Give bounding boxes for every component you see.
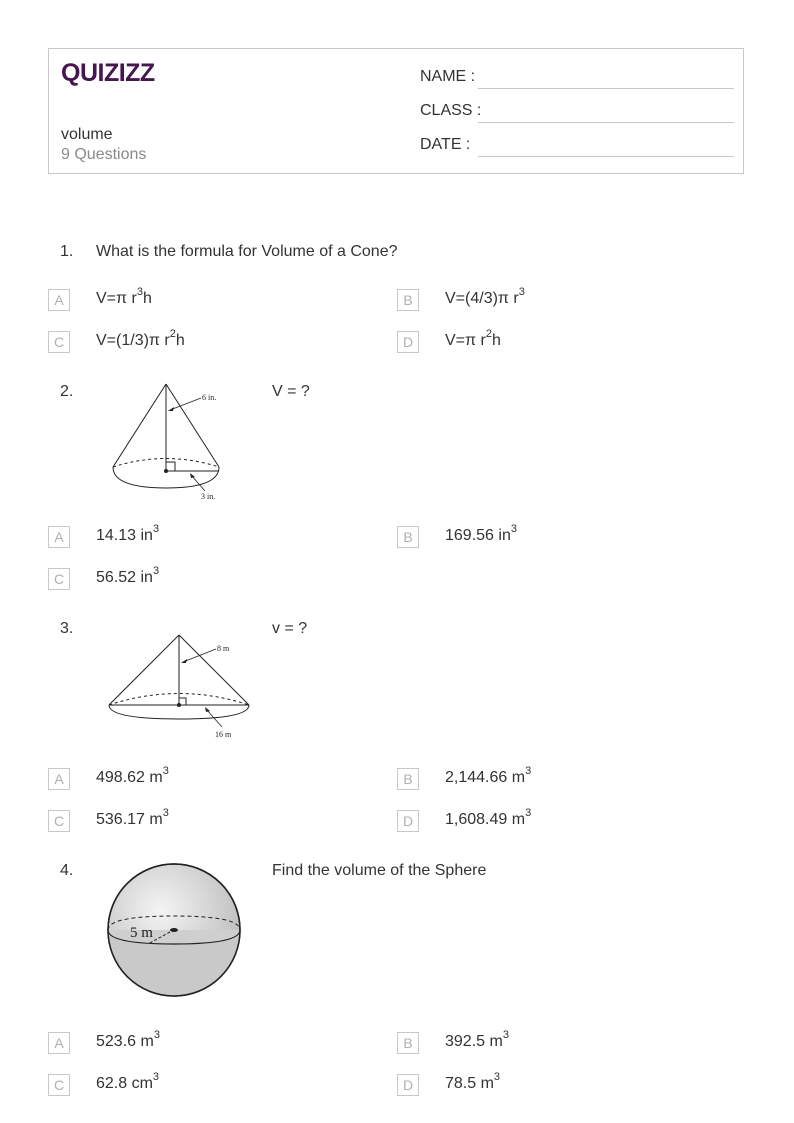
option-letter-box: A (48, 1032, 70, 1054)
class-label: CLASS : (420, 102, 482, 119)
option-text: 392.5 $m^3$ (445, 1028, 509, 1050)
option-text: 62.8 $cm^3$ (96, 1070, 160, 1092)
option-text: V=(1/3)π $r^2h$ (96, 327, 185, 349)
option-letter-box: D (397, 1074, 419, 1096)
cone-figure-1 (100, 378, 240, 506)
option-letter-box: B (397, 289, 419, 311)
question-4-text: Find the volume of the Sphere (272, 862, 487, 879)
option-letter-box: A (48, 768, 70, 790)
date-label: DATE : (420, 136, 471, 153)
option-text: V=π $r^2h$ (445, 327, 501, 349)
option-letter-box: A (48, 289, 70, 311)
option-letter-box: C (48, 1074, 70, 1096)
cone-2-base-label: 16 m (215, 730, 232, 739)
date-line[interactable] (478, 156, 734, 157)
option-letter-box: B (397, 768, 419, 790)
option-letter-box: A (48, 526, 70, 548)
date-field[interactable] (420, 136, 734, 158)
option-letter-box: C (48, 810, 70, 832)
name-line[interactable] (478, 88, 734, 89)
option-text: 536.17 $m^3$ (96, 806, 169, 828)
option-text: 2,144.66 $m^3$ (445, 764, 532, 786)
option-text: 169.56 $in^3$ (445, 522, 517, 544)
option-letter-box: D (397, 331, 419, 353)
option-letter-box: C (48, 331, 70, 353)
question-1-text: What is the formula for Volume of a Cone? (96, 243, 398, 260)
question-1-number: 1. (60, 243, 74, 260)
class-line[interactable] (478, 122, 734, 123)
option-letter-box: C (48, 568, 70, 590)
question-3-number: 3. (60, 620, 74, 637)
sphere-figure (104, 860, 244, 1000)
question-2-text: V = ? (272, 383, 310, 400)
quizizz-logo: QUIZIZZ (61, 59, 155, 87)
name-label: NAME : (420, 68, 476, 85)
option-text: 56.52 $in^3$ (96, 564, 160, 586)
option-text: 1,608.49 $m^3$ (445, 806, 532, 828)
option-text: 498.62 $m^3$ (96, 764, 169, 786)
question-4-number: 4. (60, 862, 74, 879)
sphere-radius-label: 5 m (130, 925, 153, 941)
class-field[interactable] (420, 102, 734, 124)
cone-1-radius-label: 3 in. (201, 492, 216, 501)
cone-figure-2 (100, 630, 260, 745)
question-count: 9 Questions (61, 146, 147, 163)
cone-2-slant-label: 8 m (217, 644, 230, 653)
name-field[interactable] (420, 68, 734, 90)
option-text: 523.6 $m^3$ (96, 1028, 160, 1050)
question-3-text: v = ? (272, 620, 308, 637)
worksheet-header (48, 48, 744, 174)
option-letter-box: D (397, 810, 419, 832)
option-text: V=π $r^3h$ (96, 285, 152, 307)
option-text: V=(4/3)π $r^3$ (445, 285, 525, 307)
option-letter-box: B (397, 1032, 419, 1054)
question-2-number: 2. (60, 383, 74, 400)
cone-1-slant-label: 6 in. (202, 393, 217, 402)
option-text: 14.13 $in^3$ (96, 522, 160, 544)
option-text: 78.5 $m^3$ (445, 1070, 501, 1092)
worksheet-title: volume (61, 126, 113, 143)
option-letter-box: B (397, 526, 419, 548)
